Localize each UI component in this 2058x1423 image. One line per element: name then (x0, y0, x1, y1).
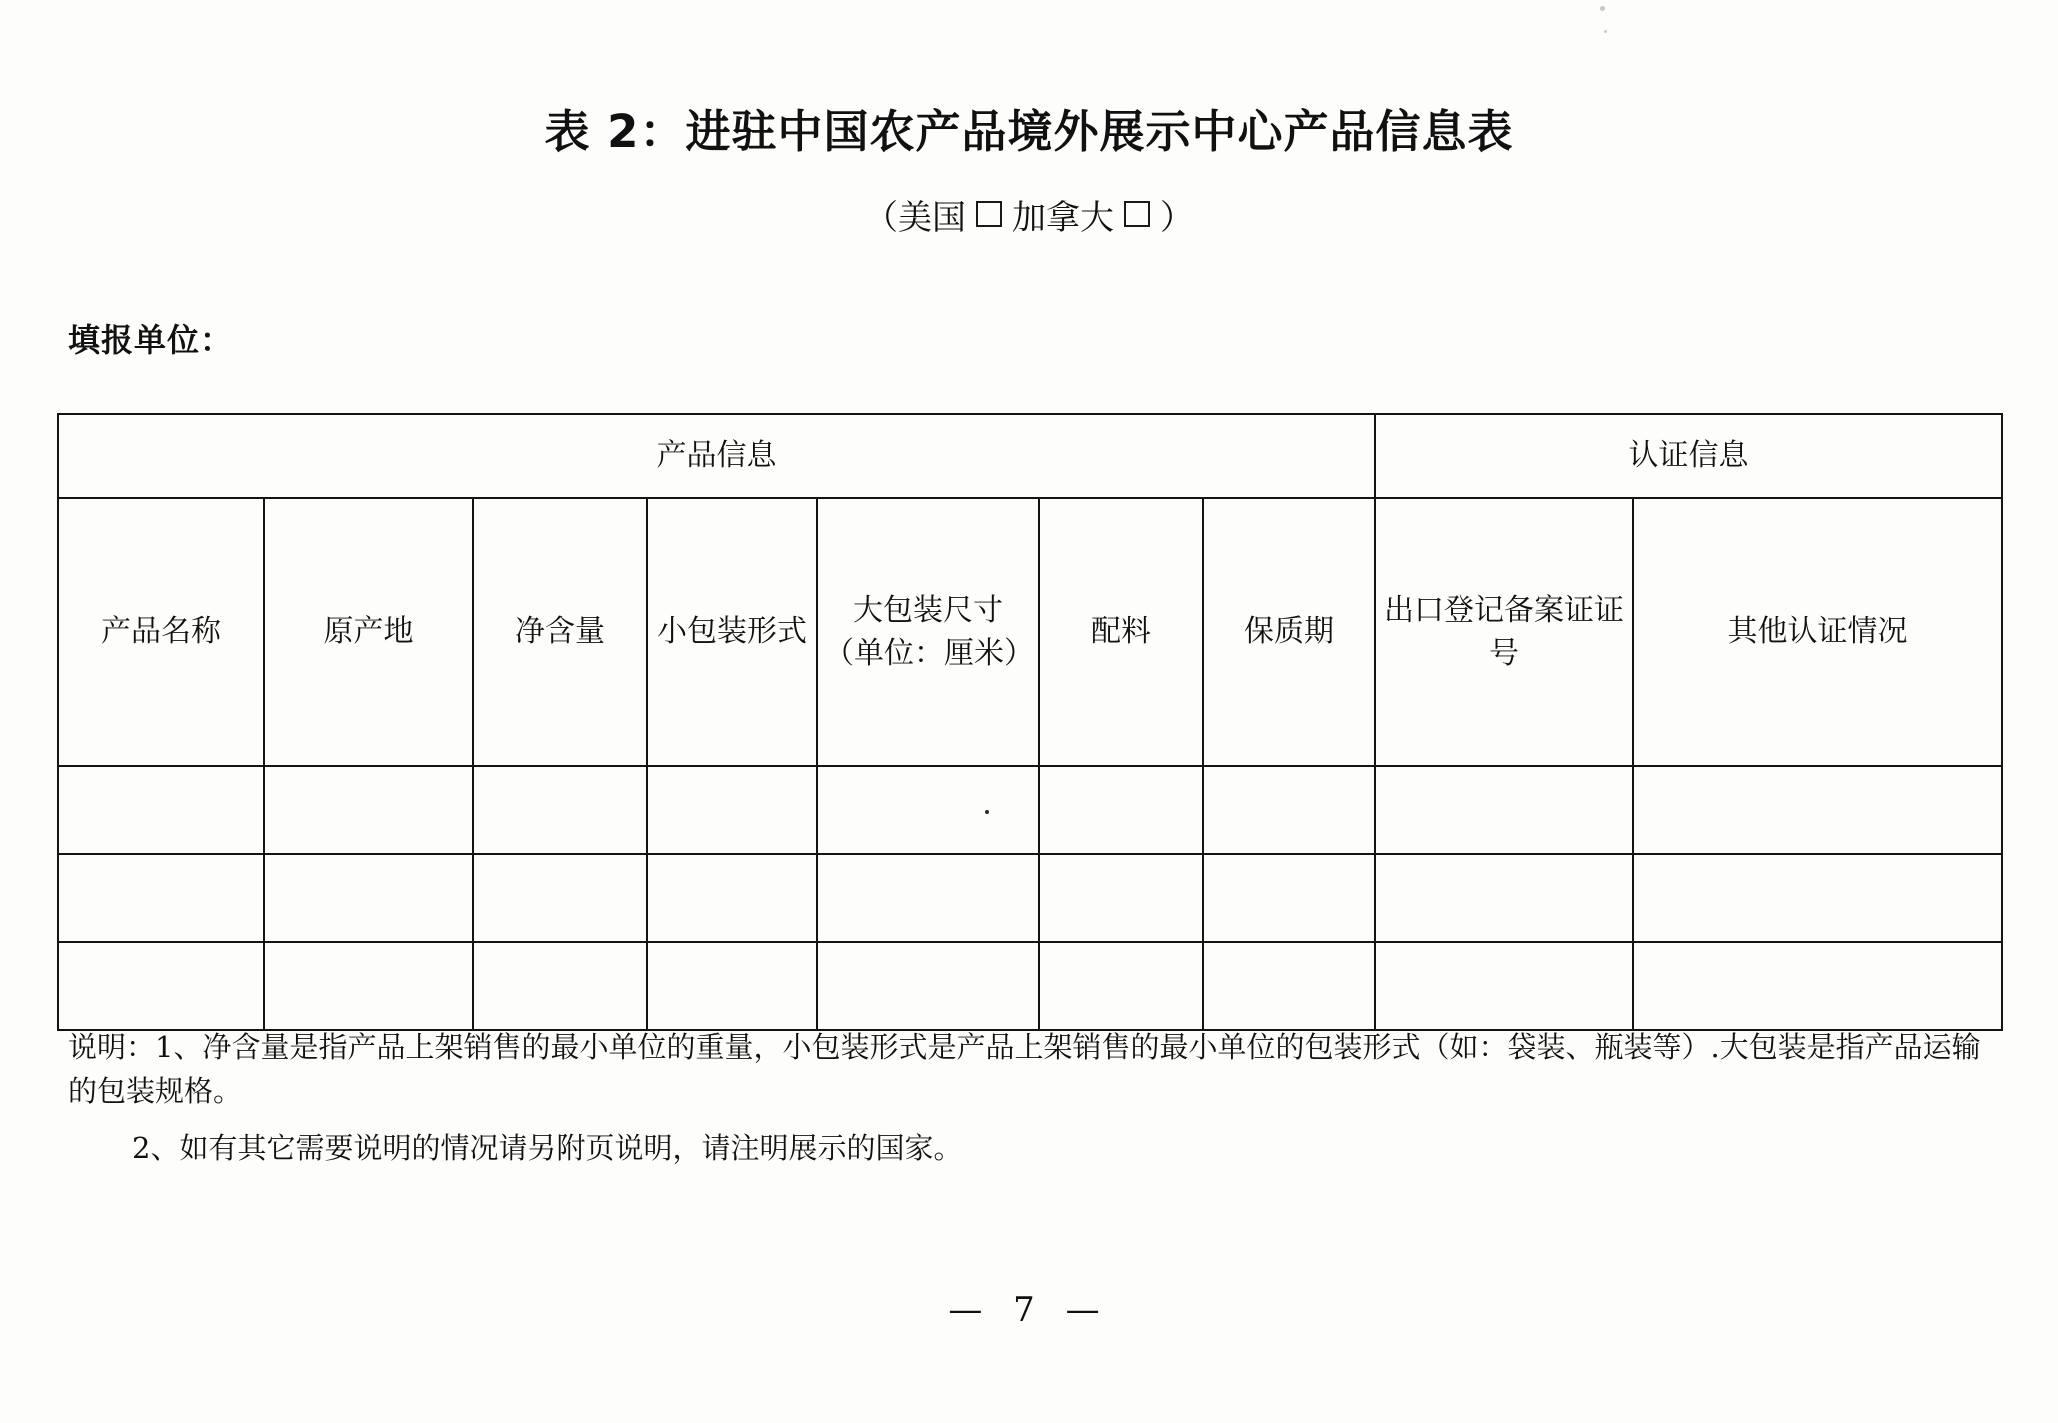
column-header-other-certification: 其他认证情况 (1633, 498, 2002, 766)
cell-large-package-size[interactable] (817, 854, 1039, 942)
cell-ingredients[interactable] (1039, 766, 1203, 854)
column-header-shelf-life: 保质期 (1203, 498, 1375, 766)
scan-speckle (1604, 30, 1607, 33)
table-row[interactable] (58, 766, 2002, 854)
column-header-export-registration-number: 出口登记备案证证号 (1375, 498, 1633, 766)
subtitle-prefix: （美国 (864, 198, 966, 238)
cell-product-name[interactable] (58, 766, 264, 854)
cell-other-certification[interactable] (1633, 854, 2002, 942)
cell-net-content[interactable] (473, 942, 647, 1030)
column-header-ingredients: 配料 (1039, 498, 1203, 766)
checkbox-canada[interactable] (1124, 201, 1150, 227)
reporting-unit-label: 填报单位： (68, 321, 234, 359)
cell-ingredients[interactable] (1039, 942, 1203, 1030)
cell-shelf-life[interactable] (1203, 854, 1375, 942)
cell-ingredients[interactable] (1039, 854, 1203, 942)
product-info-table (57, 413, 2003, 1031)
cell-shelf-life[interactable] (1203, 766, 1375, 854)
column-header-net-content: 净含量 (473, 498, 647, 766)
cell-origin[interactable] (264, 942, 473, 1030)
column-header-origin: 原产地 (264, 498, 473, 766)
checkbox-usa[interactable] (976, 201, 1002, 227)
cell-other-certification[interactable] (1633, 942, 2002, 1030)
cell-shelf-life[interactable] (1203, 942, 1375, 1030)
subtitle-middle: 加拿大 (1012, 198, 1114, 238)
cell-small-package-form[interactable] (647, 854, 817, 942)
column-header-large-package-size: 大包装尺寸（单位：厘米） (817, 498, 1039, 766)
cell-net-content[interactable] (473, 766, 647, 854)
cell-export-registration-number[interactable] (1375, 766, 1633, 854)
cell-product-name[interactable] (58, 854, 264, 942)
column-header-product-name: 产品名称 (58, 498, 264, 766)
table-row[interactable] (58, 854, 2002, 942)
cell-small-package-form[interactable] (647, 766, 817, 854)
table-column-header-row (58, 498, 2002, 766)
cell-product-name[interactable] (58, 942, 264, 1030)
page-title: 表 2：进驻中国农产品境外展示中心产品信息表 (544, 105, 1514, 158)
group-header-certification-info: 认证信息 (1375, 414, 2002, 498)
group-header-product-info: 产品信息 (58, 414, 1375, 498)
cell-export-registration-number[interactable] (1375, 854, 1633, 942)
scan-speckle (985, 810, 989, 814)
table-group-header-row (58, 414, 2002, 498)
cell-small-package-form[interactable] (647, 942, 817, 1030)
cell-large-package-size[interactable] (817, 942, 1039, 1030)
cell-net-content[interactable] (473, 854, 647, 942)
country-selection-line (0, 190, 2058, 239)
notes-section (68, 1026, 2008, 1185)
note-2: 2、如有其它需要说明的情况请另附页说明，请注明展示的国家。 (132, 1131, 963, 1165)
subtitle-suffix: ） (1160, 198, 1194, 238)
cell-large-package-size[interactable] (817, 766, 1039, 854)
note-1: 说明：1、净含量是指产品上架销售的最小单位的重量，小包装形式是产品上架销售的最小单位的包装形式（如：袋装、瓶装等）.大包装是指产品运输的包装规格。 (68, 1030, 1981, 1108)
scan-speckle (1600, 6, 1605, 11)
cell-origin[interactable] (264, 766, 473, 854)
cell-export-registration-number[interactable] (1375, 942, 1633, 1030)
cell-other-certification[interactable] (1633, 766, 2002, 854)
column-header-small-package-form: 小包装形式 (647, 498, 817, 766)
cell-origin[interactable] (264, 854, 473, 942)
page-number: — 7 — (948, 1290, 1110, 1330)
table-row[interactable] (58, 942, 2002, 1030)
